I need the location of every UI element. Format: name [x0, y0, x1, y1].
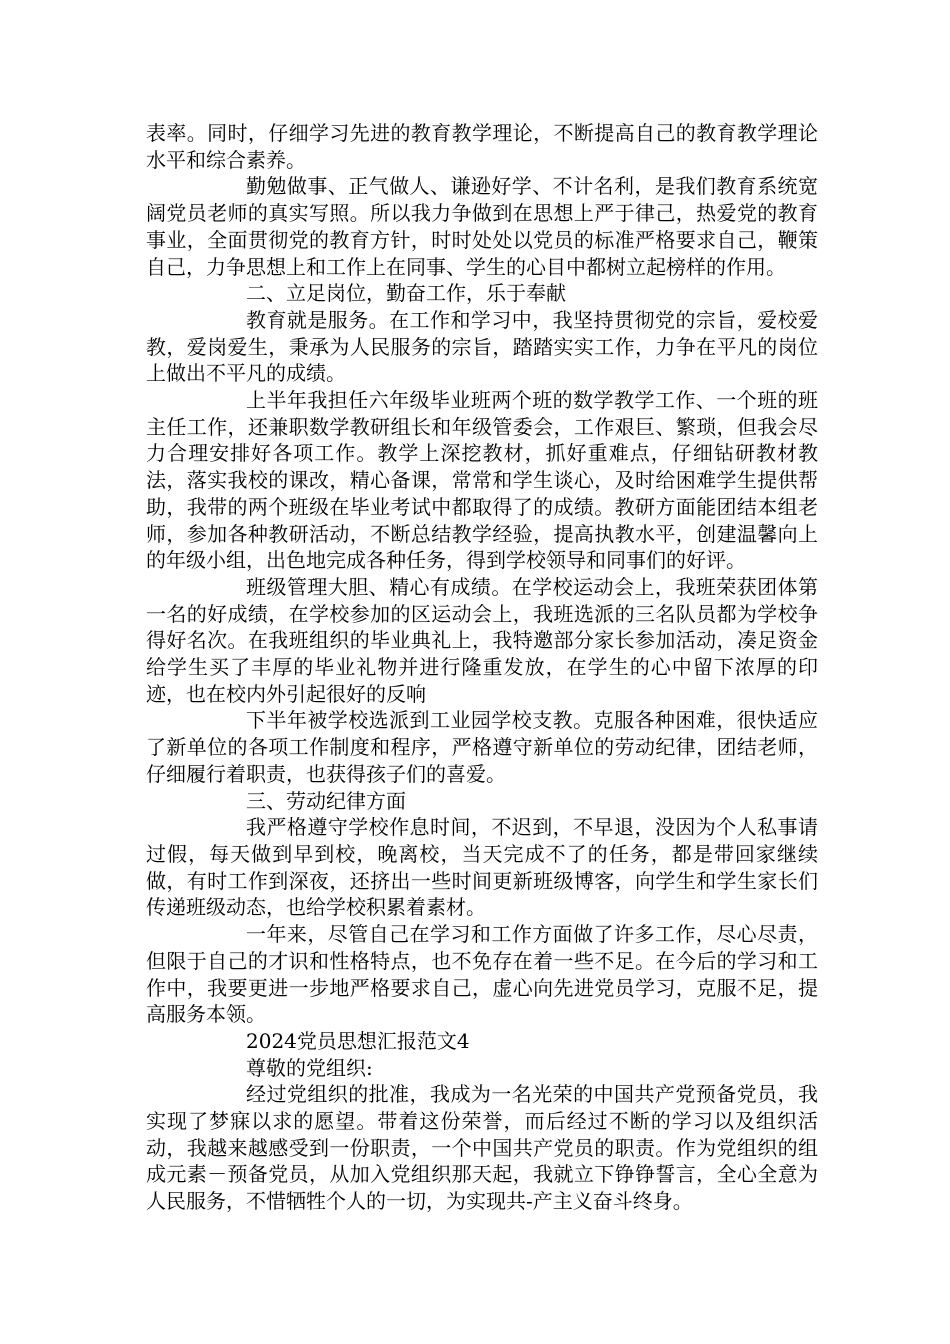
- paragraph-intro-continuation: 表率。同时，仔细学习先进的教育教学理论，不断提高自己的教育教学理论水平和综合素养。: [146, 121, 818, 172]
- paragraph-first-half-year: 上半年我担任六年级毕业班两个班的数学教学工作、一个班的班主任工作，还兼职数学教研组长和年级管委会，工作艰巨、繁琐，但我会尽力合理安排好各项工作。教学上深挖教材，抓好重难点，仔细钻研教材教法，落实我校的课改，精心备课，常常和学生谈心，及时给困难学生提供帮助，我带的两个班级在毕业考试中都取得了的成绩。教研方面能团结本组老师，参加各种教研活动，不断总结教学经验，提高执教水平，创建温馨向上的年级小组，出色地完成各种任务，得到学校领导和同事们的好评。: [146, 388, 818, 573]
- paragraph-class-management: 班级管理大胆、精心有成绩。在学校运动会上，我班荣获团体第一名的好成绩，在学校参加的区运动会上，我班选派的三名队员都为学校争得好名次。在我班组织的毕业典礼上，我特邀部分家长参加活动，凑足资金给学生买了丰厚的毕业礼物并进行隆重发放，在学生的心中留下浓厚的印迹，也在校内外引起很好的反响: [146, 574, 818, 706]
- paragraph-party-member-example: 勤勉做事、正气做人、谦逊好学、不计名利，是我们教育系统宽阔党员老师的真实写照。所以我力争做到在思想上严于律己，热爱党的教育事业，全面贯彻党的教育方针，时时处处以党员的标准严格要求自己，鞭策自己，力争思想上和工作上在同事、学生的心目中都树立起榜样的作用。: [146, 174, 818, 279]
- paragraph-year-summary: 一年来，尽管自己在学习和工作方面做了许多工作，尽心尽责，但限于自己的才识和性格特点，也不免存在着一些不足。在今后的学习和工作中，我要更进一步地严格要求自己，虚心向先进党员学习，克服不足，提高服务本领。: [146, 922, 818, 1027]
- paragraph-second-half-year: 下半年被学校选派到工业园学校支教。克服各种困难，很快适应了新单位的各项工作制度和程序，严格遵守新单位的劳动纪律，团结老师，仔细履行着职责，也获得孩子们的喜爱。: [146, 708, 818, 786]
- section-heading-3: 三、劳动纪律方面: [246, 788, 406, 813]
- paragraph-probationary-member: 经过党组织的批准，我成为一名光荣的中国共产党预备党员，我实现了梦寐以求的愿望。带着这份荣誉，而后经过不断的学习以及组织活动，我越来越感受到一份职责，一个中国共产党员的职责。作为党组织的组成元素－预备党员，从加入党组织那天起，我就立下铮铮誓言，全心全意为人民服务，不惜牺牲个人的一切，为实现共-产主义奋斗终身。: [146, 1082, 818, 1214]
- section-heading-2: 二、立足岗位，勤奋工作，乐于奉献: [246, 281, 566, 306]
- document-body: [146, 120, 818, 1215]
- paragraph-service: 教育就是服务。在工作和学习中，我坚持贯彻党的宗旨，爱校爱教，爱岗爱生，秉承为人民服务的宗旨，踏踏实实工作，力争在平凡的岗位上做出不平凡的成绩。: [146, 307, 818, 386]
- document-title-4: 2024党员思想汇报范文4: [246, 1028, 470, 1053]
- paragraph-discipline: 我严格遵守学校作息时间，不迟到，不早退，没因为个人私事请过假，每天做到早到校，晚离校，当天完成不了的任务，都是带回家继续做，有时工作到深夜，还挤出一些时间更新班级博客，向学生和学生家长们传递班级动态，也给学校积累着素材。: [146, 815, 818, 920]
- salutation: 尊敬的党组织:: [246, 1055, 373, 1080]
